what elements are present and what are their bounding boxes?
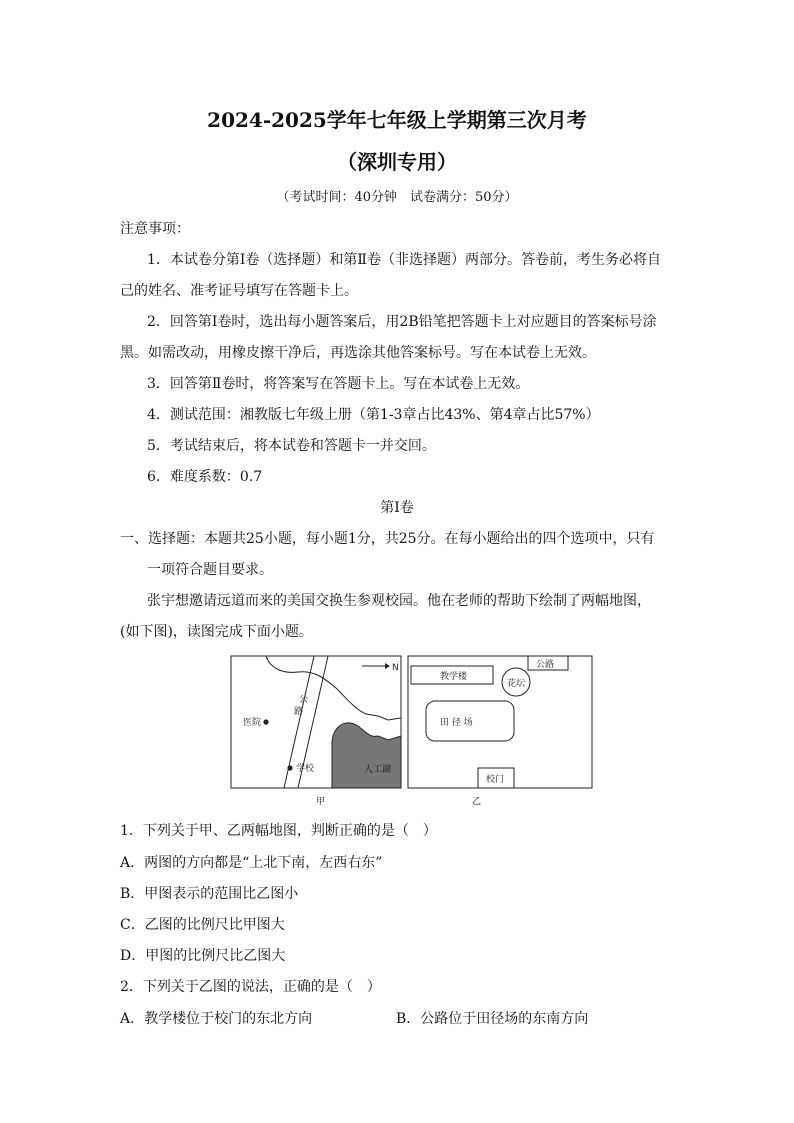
- hospital-dot: [263, 719, 268, 724]
- road-label-char-1: 公: [299, 695, 309, 705]
- question-2-option-a: A．教学楼位于校门的东北方向: [120, 1011, 313, 1027]
- question-2-option-b: B．公路位于田径场的东南方向: [396, 1011, 589, 1027]
- part-1-instruction-line-2: 一项符合题目要求。: [147, 562, 273, 578]
- flower-bed-label: 花坛: [507, 679, 526, 689]
- road-label: 公路: [536, 660, 555, 670]
- road-label-char-2: 路: [294, 707, 304, 717]
- school-label: 学校: [296, 764, 315, 774]
- question-1-option-a: A．两图的方向都是“上北下南，左西右东”: [120, 855, 383, 871]
- map-b: [408, 656, 592, 807]
- page-title: 2024-2025学年七年级上学期第三次月考: [207, 108, 587, 132]
- school-gate-label: 校门: [486, 775, 505, 785]
- school-dot: [287, 765, 292, 770]
- volume-title: 第Ⅰ卷: [380, 500, 414, 516]
- note-5: 5．考试结束后，将本试卷和答题卡一并交回。: [147, 438, 436, 454]
- hospital-label: 医院: [243, 718, 262, 728]
- page-subtitle: （深圳专用）: [337, 150, 457, 174]
- note-6: 6．难度系数：0.7: [147, 469, 263, 485]
- track-field-label: 田 径 场: [440, 718, 473, 728]
- note-4: 4．测试范围：湘教版七年级上册（第1-3章占比43%、第4章占比57%）: [147, 407, 600, 423]
- map-a-caption: 甲: [316, 797, 326, 807]
- map-b-caption: 乙: [472, 797, 482, 807]
- note-2-line-1: 2．回答第Ⅰ卷时，选出每小题答案后，用2B铅笔把答题卡上对应题目的答案标号涂: [147, 314, 657, 330]
- question-2-stem: 2．下列关于乙图的说法，正确的是（ ）: [120, 979, 381, 995]
- note-3: 3．回答第Ⅱ卷时，将答案写在答题卡上。写在本试卷上无效。: [147, 376, 530, 392]
- note-1-line-2: 己的姓名、准考证号填写在答题卡上。: [120, 283, 358, 299]
- teaching-building-label: 教学楼: [440, 672, 468, 682]
- lake-label: 人工湖: [364, 765, 392, 775]
- exam-info: （考试时间：40分钟 试卷满分：50分）: [276, 190, 518, 205]
- note-1-line-1: 1．本试卷分第Ⅰ卷（选择题）和第Ⅱ卷（非选择题）两部分。答卷前，考生务必将自: [147, 252, 661, 268]
- context-line-1: 张宇想邀请远道而来的美国交换生参观校园。他在老师的帮助下绘制了两幅地图，: [147, 593, 651, 609]
- question-1-option-c: C．乙图的比例尺比甲图大: [120, 917, 285, 933]
- map-a: [231, 656, 401, 807]
- north-label: N: [392, 663, 399, 673]
- context-line-2: (如下图)，读图完成下面小题。: [120, 624, 313, 640]
- note-2-line-2: 黑。如需改动，用橡皮擦干净后，再选涂其他答案标号。写在本试卷上无效。: [120, 345, 596, 361]
- part-1-instruction-line-1: 一、选择题：本题共25小题，每小题1分，共25分。在每小题给出的四个选项中，只有: [120, 531, 655, 547]
- notes-heading: 注意事项：: [120, 221, 190, 237]
- question-1-stem: 1．下列关于甲、乙两幅地图，判断正确的是（ ）: [120, 823, 437, 839]
- question-1-option-d: D．甲图的比例尺比乙图大: [120, 948, 286, 964]
- question-1-option-b: B．甲图表示的范围比乙图小: [120, 886, 299, 902]
- school-maps-figure: [228, 654, 596, 810]
